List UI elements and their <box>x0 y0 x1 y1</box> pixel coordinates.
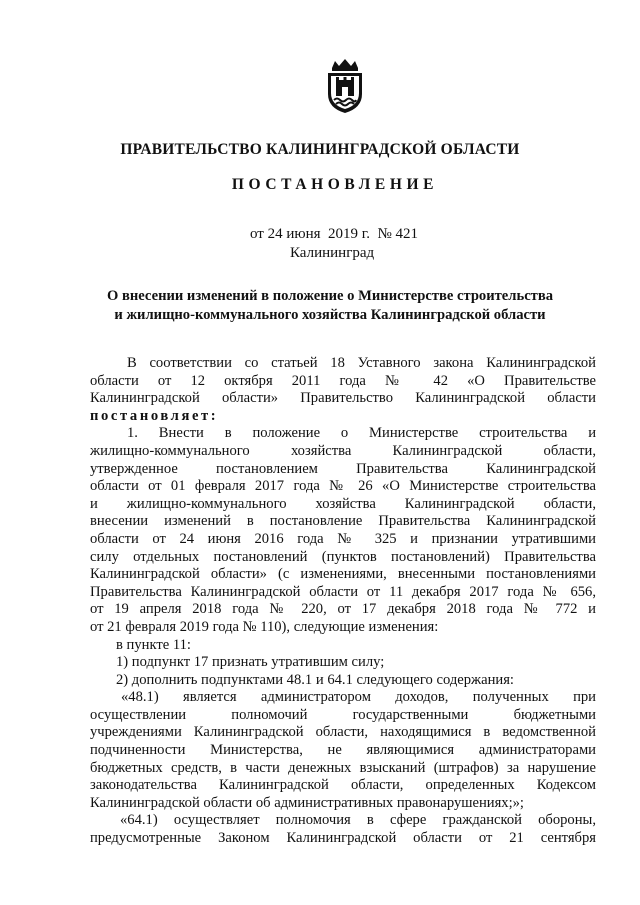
document-body <box>90 355 596 848</box>
body-line: законодательства Калининградской области, определенных Кодексом <box>90 777 596 794</box>
body-line: и жилищно-коммунального хозяйства Калининградской области, <box>90 495 596 512</box>
body-line: внесении изменений в постановление Правительства Калининградской <box>90 513 596 530</box>
body-line: Калининградской области об административных правонарушениях;»; <box>90 794 524 811</box>
body-line: Калининградской области» (с изменениями, внесенными постановлениями <box>90 566 596 583</box>
resolution-word: постановляет: <box>90 407 219 424</box>
body-line: предусмотренные Законом Калининградской области от 21 сентября <box>90 830 596 847</box>
government-title: ПРАВИТЕЛЬСТВО КАЛИНИНГРАДСКОЙ ОБЛАСТИ <box>120 141 520 158</box>
coat-of-arms-icon <box>322 58 368 114</box>
body-line: «48.1) является администратором доходов, полученных при <box>121 689 596 706</box>
body-line: в пункте 11: <box>116 636 191 653</box>
body-line: «64.1) осуществляет полномочия в сфере гражданской обороны, <box>120 812 596 829</box>
body-line: В соответствии со статьей 18 Уставного закона Калининградской <box>127 355 596 371</box>
body-line: 2) дополнить подпунктами 48.1 и 64.1 следующего содержания: <box>116 671 514 688</box>
body-line: осуществлении полномочий государственными бюджетными <box>90 706 596 723</box>
subject-line: О внесении изменений в положение о Министерстве строительства <box>106 288 554 304</box>
document-type: ПОСТАНОВЛЕНИЕ <box>231 176 439 193</box>
body-line: от 21 февраля 2019 года № 110), следующие изменения: <box>90 618 439 635</box>
subject-line: и жилищно-коммунального хозяйства Калининградской области <box>114 306 546 323</box>
body-line: силу отдельных постановлений (пунктов постановлений) Правительства <box>90 548 596 565</box>
body-line: Правительства Калининградской области от 11 декабря 2017 года № 656, <box>90 583 596 600</box>
body-line: 1. Внести в положение о Министерстве строительства и <box>127 425 596 442</box>
body-line: от 19 апреля 2018 года № 220, от 17 декабря 2018 года № 772 и <box>90 601 596 618</box>
body-line: Калининградской области» Правительство Калининградской области <box>90 390 596 407</box>
body-line: жилищно-коммунального хозяйства Калининградской области, <box>90 442 596 459</box>
body-line: подчиненности Министерства, не являющимися администраторами <box>90 742 596 759</box>
body-line: бюджетных средств, в части денежных взысканий (штрафов) за нарушение <box>90 759 596 776</box>
document-subject <box>80 287 580 324</box>
body-line: учреждениями Калининградской области, находящимися в ведомственной <box>90 724 596 741</box>
body-line: области от 01 февраля 2017 года № 26 «О Министерстве строительства <box>90 478 596 495</box>
body-line: области от 24 июня 2016 года № 325 и признании утратившими <box>90 530 596 547</box>
body-line: утвержденное постановлением Правительства Калининградской <box>90 460 596 477</box>
body-line: 1) подпункт 17 признать утратившим силу; <box>116 654 385 671</box>
city: Калининград <box>290 245 375 261</box>
body-line: области от 12 октября 2011 года № 42 «О Правительстве <box>90 372 596 389</box>
date-and-number: от 24 июня 2019 г. № 421 <box>250 226 419 242</box>
